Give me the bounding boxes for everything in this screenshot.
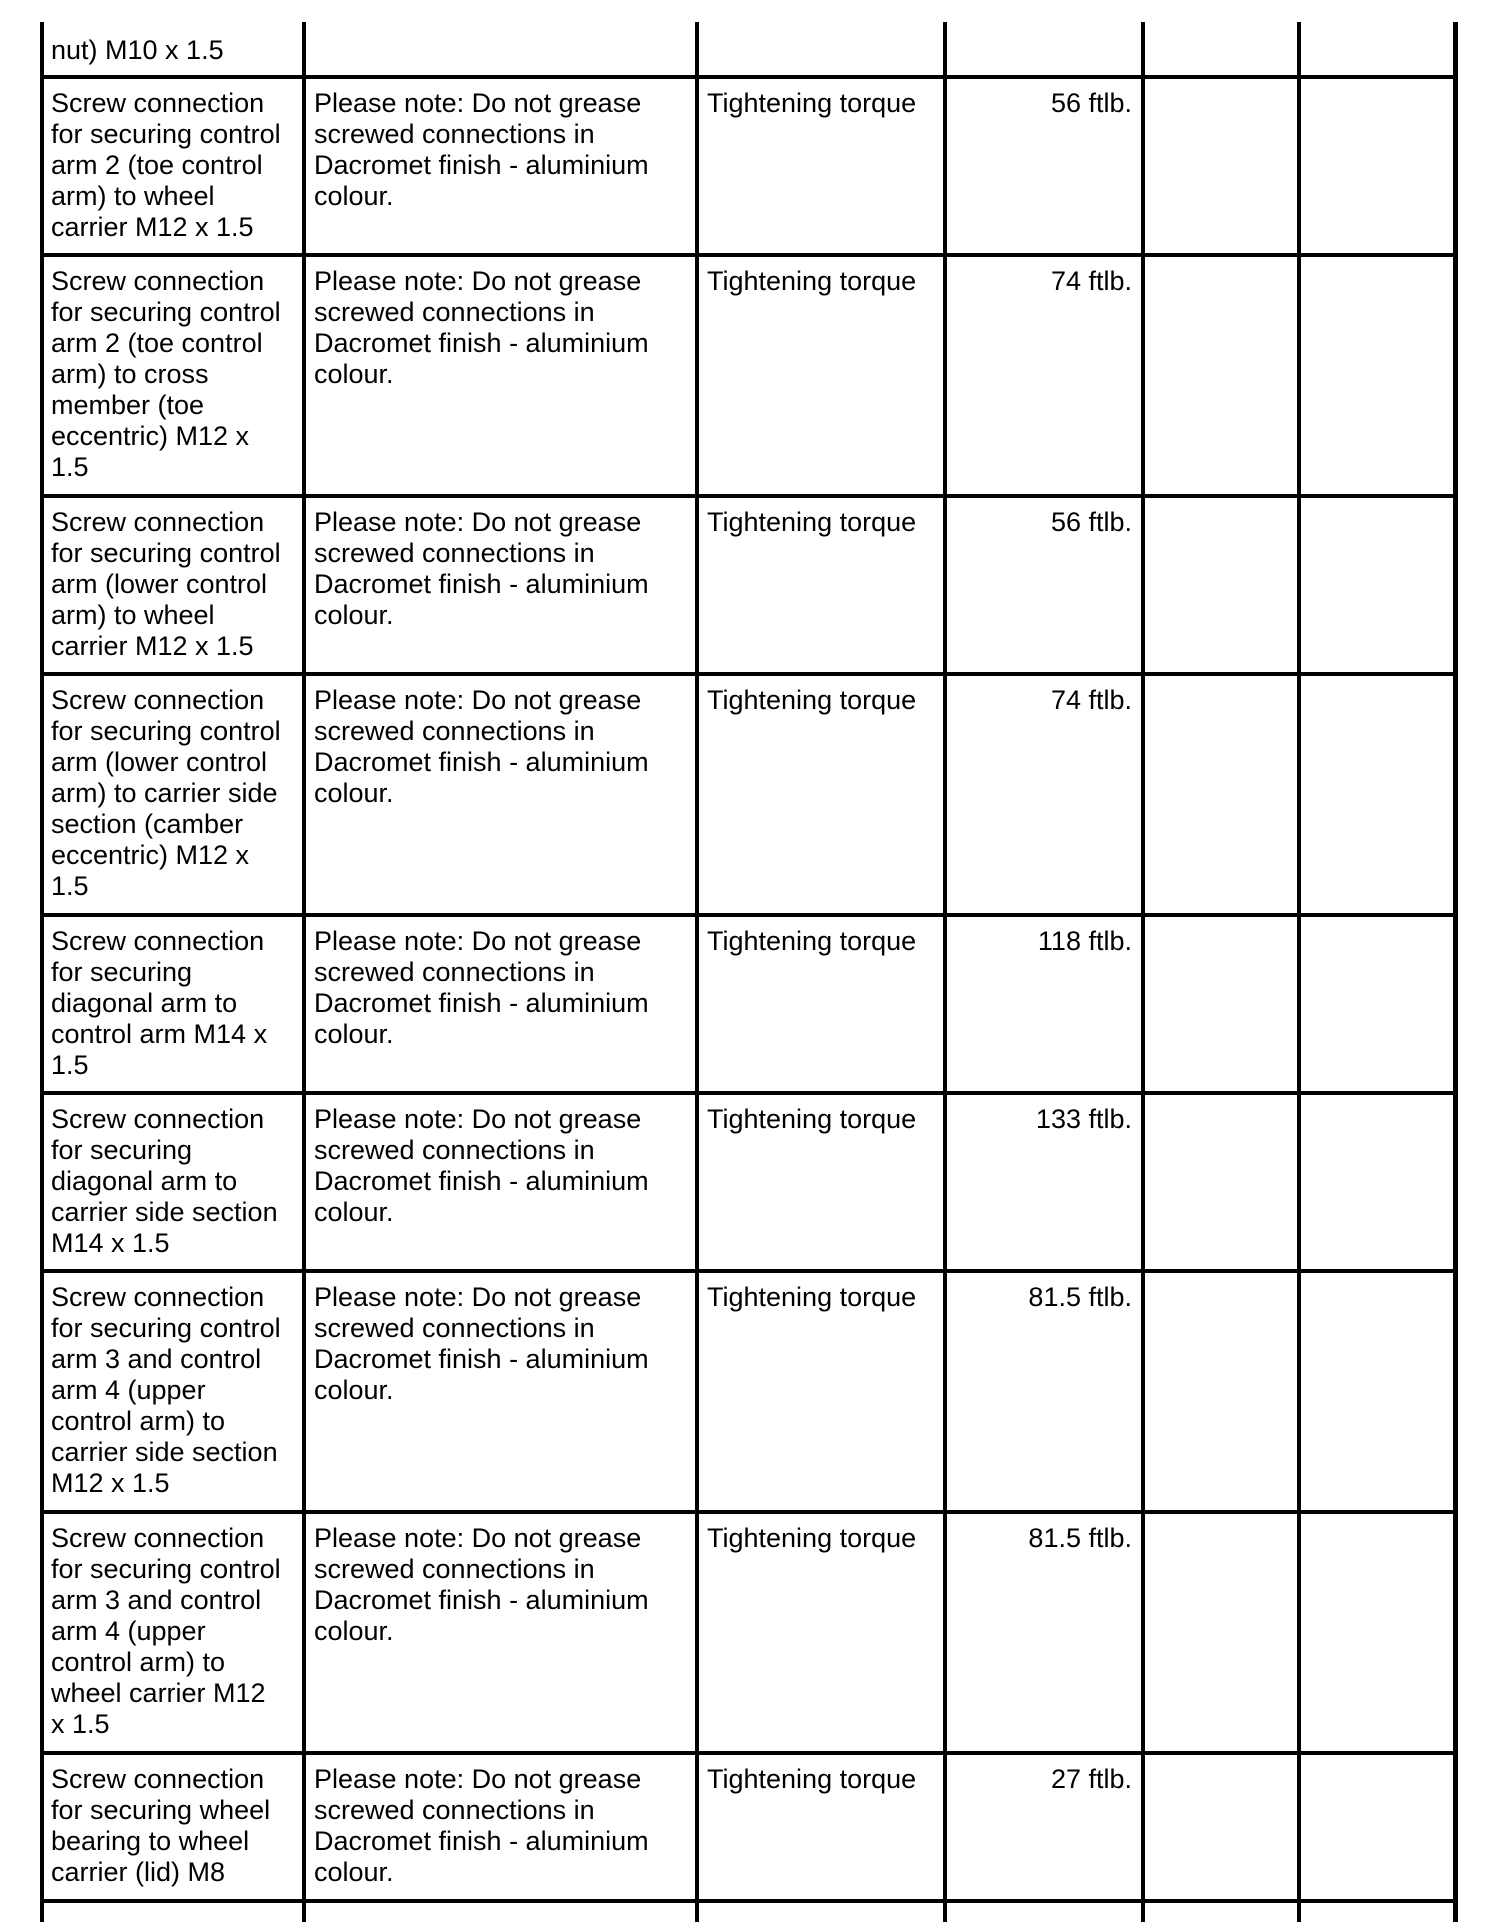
component-cell: Screw connection for securing control arm 2 (toe control arm) to cross member (toe eccentric) M12 x 1.5 [51, 266, 281, 482]
component-cell: Screw connection for securing control arm 2 (toe control arm) to wheel carrier M12 x 1.5 [51, 88, 281, 242]
spec-type-cell: Tightening torque [707, 685, 917, 715]
spec-type-cell: Tightening torque [707, 1104, 917, 1134]
column-rule [1141, 22, 1145, 1922]
column-rule [1453, 22, 1458, 1922]
component-cell: Screw connection for securing diagonal arm to control arm M14 x 1.5 [51, 926, 268, 1080]
column-rule [695, 22, 699, 1922]
torque-value-cell: 133 ftlb. [1035, 1104, 1132, 1134]
note-cell: Please note: Do not grease screwed connections in Dacromet finish - aluminium colour. [314, 507, 649, 630]
spec-type-cell: Tightening torque [707, 926, 917, 956]
spec-type-cell: Tightening torque [707, 507, 917, 537]
spec-type-cell: Tightening torque [707, 1282, 917, 1312]
note-cell: Please note: Do not grease screwed connections in Dacromet finish - aluminium colour. [314, 1523, 649, 1646]
spec-type-cell: Tightening torque [707, 1764, 917, 1794]
column-rule [943, 22, 947, 1922]
spec-type-cell: Tightening torque [707, 1523, 917, 1553]
column-rule [40, 22, 44, 1922]
note-cell: Please note: Do not grease screwed connections in Dacromet finish - aluminium colour. [314, 685, 649, 808]
component-cell: Screw connection for securing control arm (lower control arm) to wheel carrier M12 x 1.5 [51, 507, 281, 661]
torque-value-cell: 81.5 ftlb. [1028, 1523, 1132, 1553]
column-rule [302, 22, 306, 1922]
note-cell: Please note: Do not grease screwed connections in Dacromet finish - aluminium colour. [314, 1104, 649, 1227]
torque-value-cell: 74 ftlb. [1050, 266, 1132, 296]
component-cell: Screw connection for securing wheel bearing to wheel carrier (lid) M8 [51, 1764, 271, 1887]
row-rule [40, 75, 1458, 79]
torque-value-cell: 27 ftlb. [1050, 1764, 1132, 1794]
torque-value-cell: 56 ftlb. [1050, 507, 1132, 537]
torque-value-cell: 81.5 ftlb. [1028, 1282, 1132, 1312]
row-rule [40, 494, 1458, 498]
component-cell: nut) M10 x 1.5 [51, 35, 224, 65]
row-rule [40, 672, 1458, 676]
note-cell: Please note: Do not grease screwed connections in Dacromet finish - aluminium colour. [314, 266, 649, 389]
row-rule [40, 1751, 1458, 1755]
component-cell: Screw connection for securing control arm 3 and control arm 4 (upper control arm) to wheel carrier M12 x 1.5 [51, 1523, 281, 1739]
torque-value-cell: 74 ftlb. [1050, 685, 1132, 715]
component-cell: Screw connection for securing control arm 3 and control arm 4 (upper control arm) to carrier side section M12 x 1.5 [51, 1282, 281, 1498]
row-rule [40, 1899, 1458, 1903]
note-cell: Please note: Do not grease screwed connections in Dacromet finish - aluminium colour. [314, 1282, 649, 1405]
row-rule [40, 253, 1458, 257]
component-cell: Screw connection for securing control arm (lower control arm) to carrier side section (camber eccentric) M12 x 1.5 [51, 685, 281, 901]
column-rule [1297, 22, 1301, 1922]
note-cell: Please note: Do not grease screwed connections in Dacromet finish - aluminium colour. [314, 1764, 649, 1887]
note-cell: Please note: Do not grease screwed connections in Dacromet finish - aluminium colour. [314, 88, 649, 211]
row-rule [40, 913, 1458, 917]
torque-value-cell: 56 ftlb. [1050, 88, 1132, 118]
row-rule [40, 1510, 1458, 1514]
component-cell: Screw connection for securing diagonal arm to carrier side section M14 x 1.5 [51, 1104, 278, 1258]
row-rule [40, 1091, 1458, 1095]
note-cell: Please note: Do not grease screwed connections in Dacromet finish - aluminium colour. [314, 926, 649, 1049]
spec-type-cell: Tightening torque [707, 266, 917, 296]
row-rule [40, 1269, 1458, 1273]
torque-value-cell: 118 ftlb. [1037, 926, 1132, 956]
spec-type-cell: Tightening torque [707, 88, 917, 118]
